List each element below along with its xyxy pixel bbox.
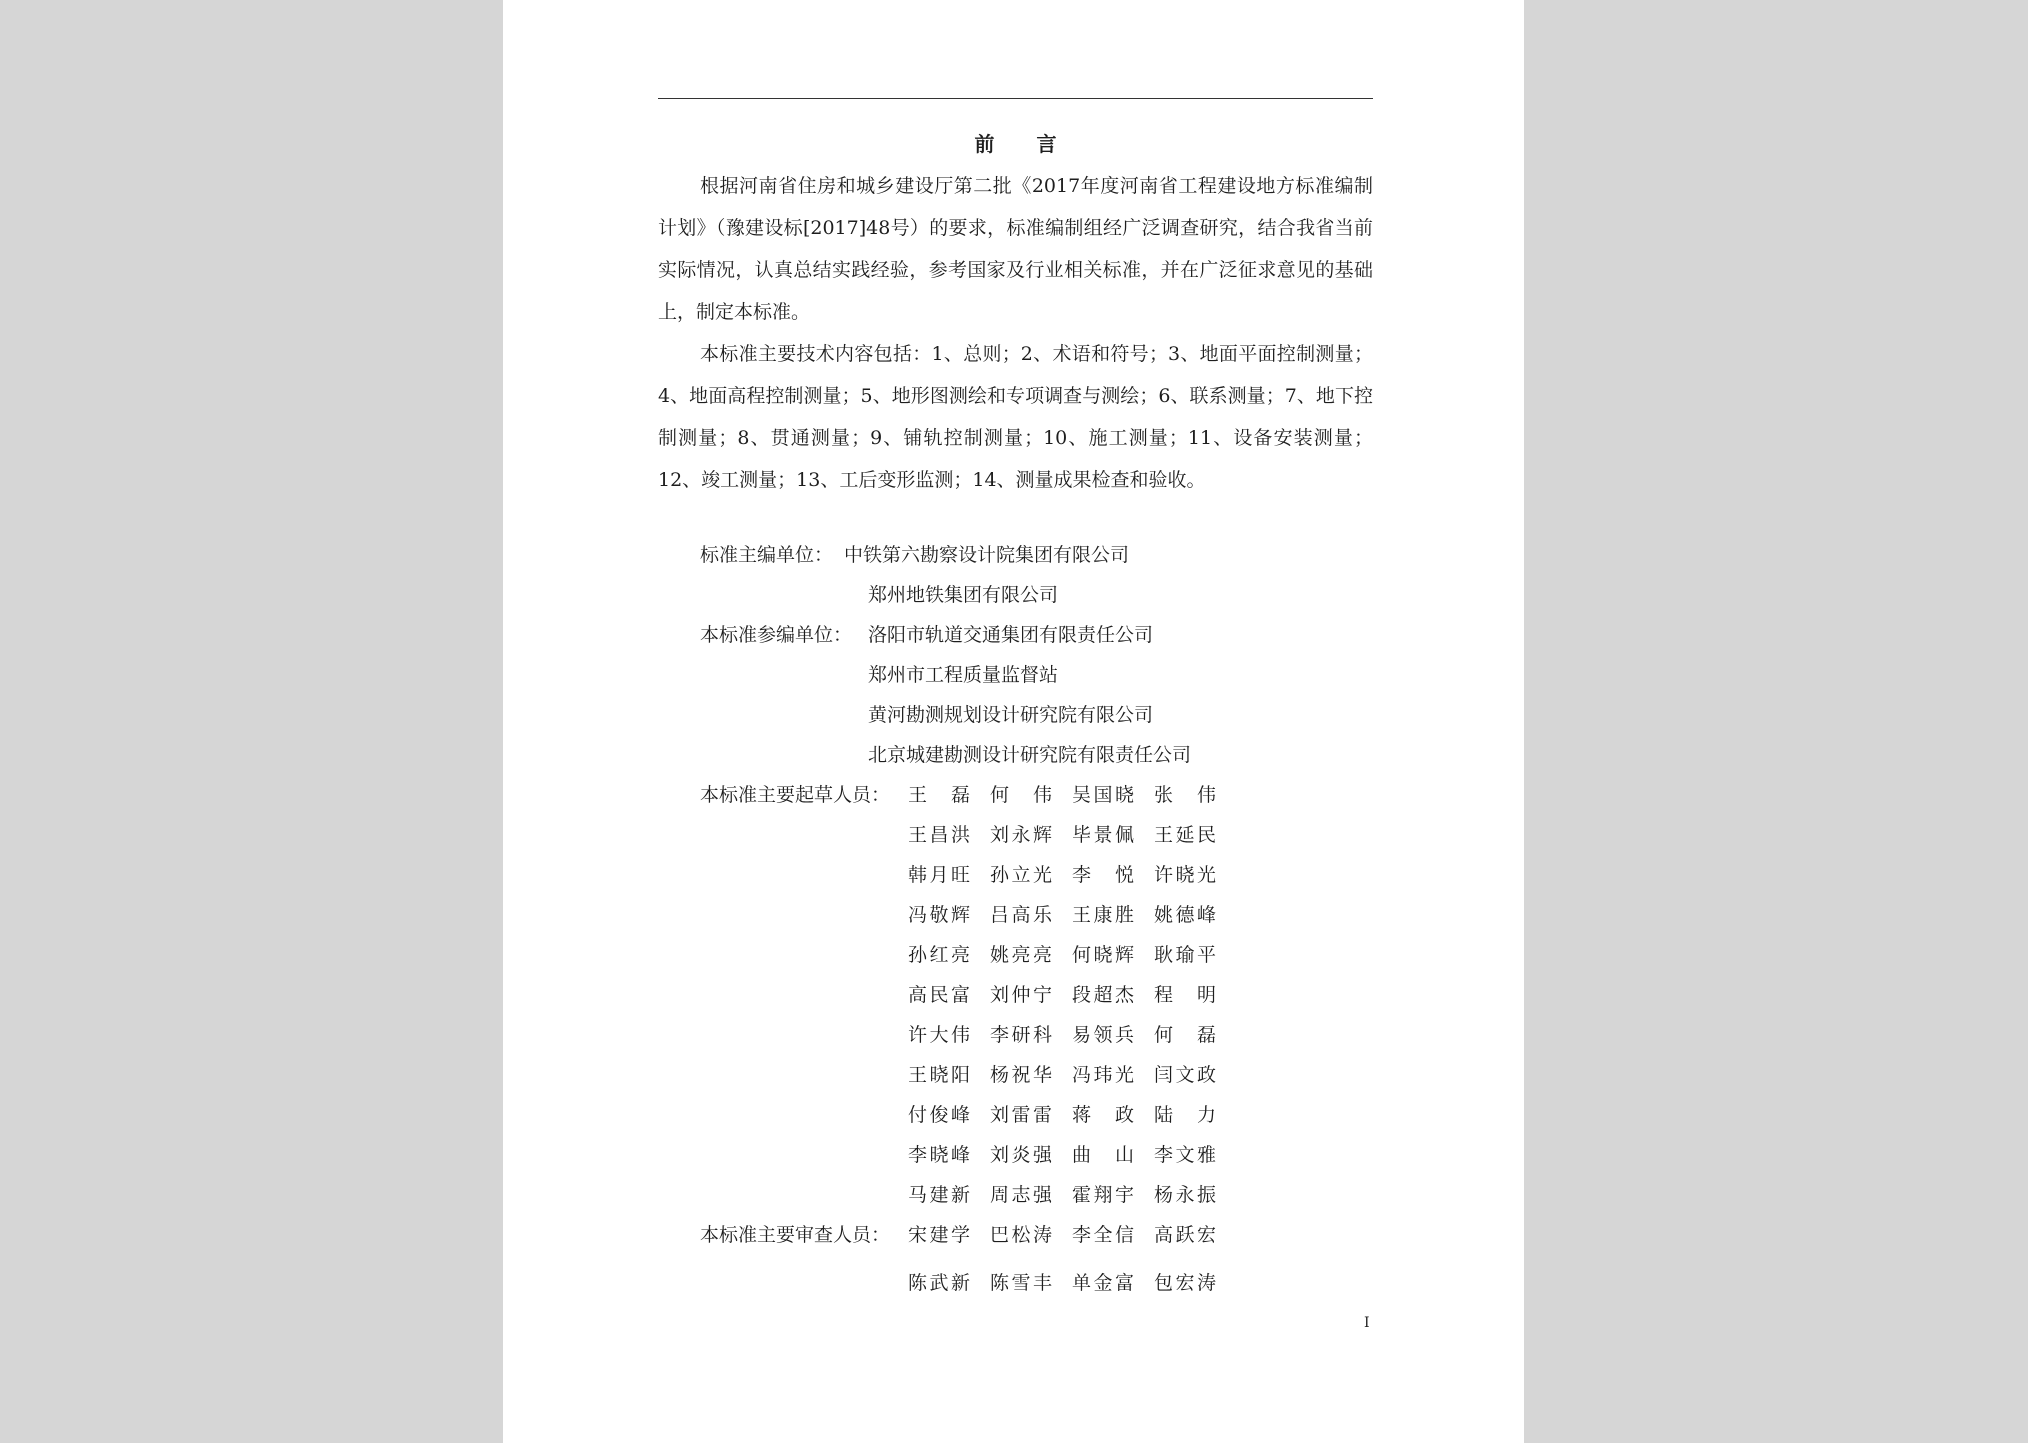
reviewers-label: 本标准主要审查人员： <box>700 1224 891 1246</box>
drafter-name: 易领兵 <box>1072 1024 1134 1046</box>
chief-units-label: 标准主编单位： <box>700 544 834 566</box>
drafter-name: 姚亮亮 <box>990 944 1052 966</box>
drafter-name: 付俊峰 <box>908 1104 970 1126</box>
drafter-name: 冯玮光 <box>1072 1064 1134 1086</box>
document-page <box>503 0 1524 1443</box>
paragraph-basis: 根据河南省住房和城乡建设厅第二批《2017年度河南省工程建设地方标准编制计划》（豫建设标[2017]48号）的要求，标准编制组经广泛调查研究，结合我省当前实际情况，认真总结实践经验，参考国家及行业相关标准，并在广泛征求意见的基础上，制定本标准。 <box>658 175 1373 323</box>
drafter-name: 孙红亮 <box>908 944 970 966</box>
drafter-name: 杨祝华 <box>990 1064 1052 1086</box>
reviewer-name: 宋建学 <box>908 1224 970 1246</box>
drafter-name: 李晓峰 <box>908 1144 970 1166</box>
drafter-name: 陆 力 <box>1154 1104 1216 1126</box>
reviewer-name: 李全信 <box>1072 1224 1134 1246</box>
drafter-name: 刘永辉 <box>990 824 1052 846</box>
drafter-name: 李研科 <box>990 1024 1052 1046</box>
drafter-name: 曲 山 <box>1072 1144 1134 1166</box>
drafter-name: 毕景佩 <box>1072 824 1134 846</box>
participating-unit-org: 北京城建勘测设计研究院有限责任公司 <box>868 744 1192 766</box>
reviewer-name: 陈武新 <box>908 1272 970 1294</box>
reviewer-name: 包宏涛 <box>1154 1272 1216 1294</box>
drafter-name: 孙立光 <box>990 864 1052 886</box>
drafter-name: 周志强 <box>990 1184 1052 1206</box>
drafter-name: 刘雷雷 <box>990 1104 1052 1126</box>
drafter-name: 王 磊 <box>908 784 970 806</box>
drafter-name: 王康胜 <box>1072 904 1134 926</box>
participating-unit-org: 郑州市工程质量监督站 <box>868 664 1059 686</box>
drafter-name: 何 伟 <box>990 784 1052 806</box>
drafter-name: 刘仲宁 <box>990 984 1052 1006</box>
header-rule <box>658 98 1373 99</box>
drafter-name: 耿瑜平 <box>1154 944 1216 966</box>
reviewer-name: 单金富 <box>1072 1272 1134 1294</box>
page-number: I <box>1364 1315 1370 1331</box>
drafter-name: 王昌洪 <box>908 824 970 846</box>
drafter-name: 吕高乐 <box>990 904 1052 926</box>
reviewer-name: 巴松涛 <box>990 1224 1052 1246</box>
drafter-name: 刘炎强 <box>990 1144 1052 1166</box>
drafters-label: 本标准主要起草人员： <box>700 784 891 806</box>
drafter-name: 段超杰 <box>1072 984 1134 1006</box>
drafter-name: 程 明 <box>1154 984 1216 1006</box>
drafter-name: 吴国晓 <box>1072 784 1134 806</box>
participating-unit-org: 黄河勘测规划设计研究院有限公司 <box>868 704 1154 726</box>
paragraph-contents: 本标准主要技术内容包括：1、总则；2、术语和符号；3、地面平面控制测量；4、地面高程控制测量；5、地形图测绘和专项调查与测绘；6、联系测量；7、地下控制测量；8、贯通测量；9、铺轨控制测量；10、施工测量；11、设备安装测量；12、竣工测量；13、工后变形监测；14、测量成果检查和验收。 <box>658 343 1373 491</box>
drafter-name: 张 伟 <box>1154 784 1216 806</box>
drafter-name: 冯敬辉 <box>908 904 970 926</box>
drafter-name: 蒋 政 <box>1072 1104 1134 1126</box>
reviewer-name: 高跃宏 <box>1154 1224 1216 1246</box>
drafter-name: 杨永振 <box>1154 1184 1216 1206</box>
drafter-name: 韩月旺 <box>908 864 970 886</box>
drafter-name: 许晓光 <box>1154 864 1216 886</box>
drafter-name: 王晓阳 <box>908 1064 970 1086</box>
drafter-name: 高民富 <box>908 984 970 1006</box>
drafter-name: 王延民 <box>1154 824 1216 846</box>
drafter-name: 霍翔宇 <box>1072 1184 1134 1206</box>
drafter-name: 李 悦 <box>1072 864 1134 886</box>
page-title: 前言 <box>974 132 1099 156</box>
drafter-name: 马建新 <box>908 1184 970 1206</box>
participating-units-label: 本标准参编单位： <box>700 624 853 646</box>
drafter-name: 闫文政 <box>1154 1064 1216 1086</box>
drafter-name: 许大伟 <box>908 1024 970 1046</box>
chief-unit-org: 郑州地铁集团有限公司 <box>868 584 1059 606</box>
drafter-name: 何 磊 <box>1154 1024 1216 1046</box>
drafter-name: 姚德峰 <box>1154 904 1216 926</box>
participating-unit-org: 洛阳市轨道交通集团有限责任公司 <box>868 624 1154 646</box>
chief-unit-org: 中铁第六勘察设计院集团有限公司 <box>844 544 1130 566</box>
reviewer-name: 陈雪丰 <box>990 1272 1052 1294</box>
drafter-name: 何晓辉 <box>1072 944 1134 966</box>
drafter-name: 李文雅 <box>1154 1144 1216 1166</box>
